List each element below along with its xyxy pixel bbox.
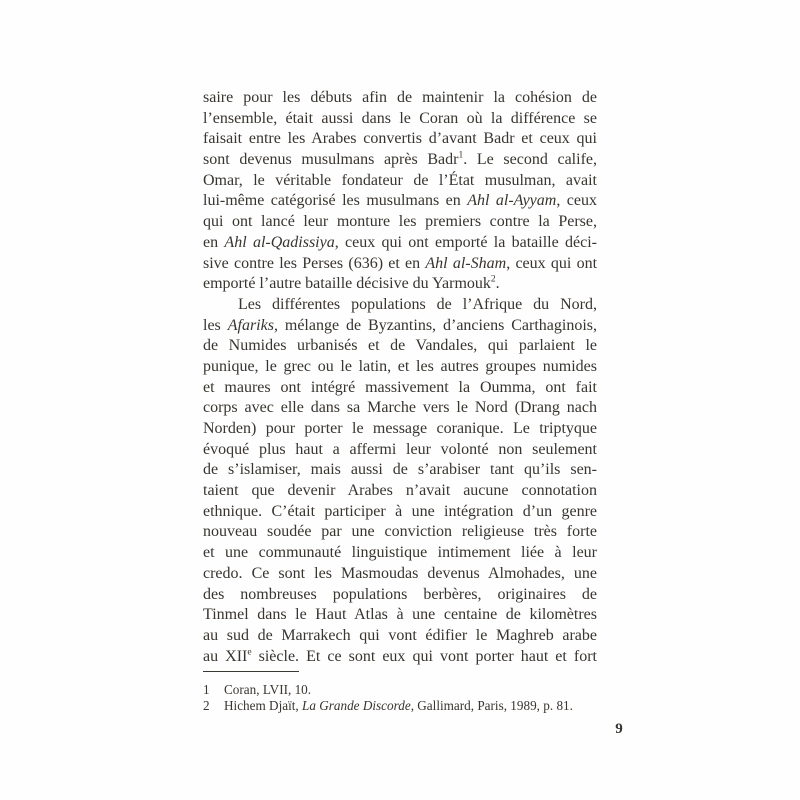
footnotes <box>203 671 597 715</box>
text-segment: Norden) pour porter le message coranique. Le triptyque <box>203 420 597 437</box>
body-text-line <box>203 502 597 523</box>
text-segment: de s’islamiser, mais aussi de s’arabiser tant qu’ils sen- <box>203 461 597 479</box>
body-text-line <box>203 481 597 502</box>
text-segment: Ahl al-Ayyam <box>467 192 557 210</box>
text-segment: La Grande Discorde <box>302 698 411 714</box>
footnote-text <box>224 682 597 698</box>
text-segment: sont devenus musulmans après Badr <box>203 151 459 169</box>
text-segment: Omar, le véritable fondateur de l’État musulman, avait <box>203 171 597 189</box>
body-text-line <box>203 440 597 461</box>
text-segment: siècle. Et ce sont eux qui vont porter haut et fort <box>251 647 597 665</box>
body-text-line <box>203 626 597 647</box>
footnote-number: 1 <box>203 682 210 697</box>
footnote-reference: 2 <box>490 274 496 285</box>
text-segment: évoqué plus haut a affermi leur volonté non seulement <box>203 440 597 458</box>
body-text-line <box>203 150 597 171</box>
text-segment: des nombreuses populations berbères, originaires de <box>203 585 597 603</box>
text-segment: Les différentes populations de l’Afrique du Nord, <box>238 295 597 313</box>
text-segment: au sud de Marrakech qui vont édifier le Maghreb arabe <box>203 626 597 644</box>
text-segment: , ceux qui ont <box>506 254 598 272</box>
footnote-reference: 1 <box>458 150 464 161</box>
text-segment: Hichem Djaït, <box>224 698 303 714</box>
text-segment: et une communauté linguistique intimement liée à leur <box>203 544 597 562</box>
body-text-line <box>203 171 597 192</box>
body-text-line <box>203 191 597 212</box>
body-text-line <box>203 647 597 668</box>
text-segment: , ceux <box>556 192 598 210</box>
text-segment: l’ensemble, était aussi dans le Coran où la différence se <box>203 109 597 127</box>
body-text-line <box>203 460 597 481</box>
body-text-line <box>203 109 597 130</box>
body-text-line <box>203 336 597 357</box>
text-segment: corps avec elle dans sa Marche vers le Nord (Drang nach <box>203 399 597 417</box>
text-segment: , Gallimard, Paris, 1989, p. 81. <box>410 698 573 714</box>
text-segment: Ahl al-Qadissiya <box>224 233 335 251</box>
text-segment: saire pour les débuts afin de maintenir la cohésion de <box>203 89 597 106</box>
body-text-line <box>203 295 597 316</box>
body-text-line <box>203 543 597 564</box>
body-text-line <box>203 398 597 419</box>
body-text-line <box>203 564 597 585</box>
text-segment: . Le second calife, <box>463 151 598 169</box>
text-segment: Ahl al-Sham <box>425 254 507 272</box>
text-segment: Afariks <box>227 316 274 334</box>
footnote-separator <box>203 671 299 672</box>
text-segment: Tinmel dans le Haut Atlas à une centaine de kilomètres <box>203 606 597 624</box>
text-segment: de Numides urbanisés et de Vandales, qui parlaient le <box>203 337 597 355</box>
text-segment: sive contre les Perses (636) et en <box>203 254 426 272</box>
body-text-line <box>203 254 597 275</box>
text-segment: lui-même catégorisé les musulmans en <box>203 192 468 210</box>
body-text-line <box>203 419 597 440</box>
text-segment: en <box>203 233 225 251</box>
body-text-line <box>203 212 597 233</box>
body-text-line <box>203 605 597 626</box>
text-segment: faisait entre les Arabes convertis d’avant Badr et ceux qui <box>203 130 597 148</box>
text-segment: , mélange de Byzantins, d’anciens Carthaginois, <box>273 316 597 334</box>
footnote <box>203 682 597 698</box>
text-segment: credo. Ce sont les Masmoudas devenus Almohades, une <box>203 564 597 582</box>
body-text-line <box>203 316 597 337</box>
page-number: 9 <box>615 721 623 737</box>
text-segment: nouveau soudée par une conviction religieuse très forte <box>203 523 597 541</box>
body-text-line <box>203 357 597 378</box>
footnote-list <box>203 682 597 715</box>
body-text-line <box>203 522 597 543</box>
body-text-line <box>203 274 597 295</box>
body-text <box>203 88 597 667</box>
text-segment: les <box>203 316 228 334</box>
text-segment: punique, le grec ou le latin, et les autres groupes numides <box>203 357 597 375</box>
text-segment: . <box>495 275 500 293</box>
text-segment: taient que devenir Arabes n’avait aucune connotation <box>203 482 597 500</box>
text-segment: au XII <box>203 647 248 665</box>
text-segment: ethnique. C’était participer à une intégration d’un genre <box>203 502 597 520</box>
footnote-number: 2 <box>203 698 210 714</box>
footnote-text <box>224 698 597 714</box>
text-segment: , ceux qui ont emporté la bataille déci- <box>334 233 598 251</box>
body-text-line <box>203 129 597 150</box>
text-segment: et maures ont intégré massivement la Oumma, ont fait <box>203 378 597 396</box>
body-text-line <box>203 378 597 399</box>
text-segment: qui ont lancé leur monture les premiers contre la Perse, <box>203 213 597 231</box>
body-text-line <box>203 585 597 606</box>
body-text-line <box>203 233 597 254</box>
footnote-reference: e <box>247 647 252 658</box>
footnote <box>203 698 597 714</box>
body-text-line <box>203 88 597 109</box>
text-segment: emporté l’autre bataille décisive du Yarmouk <box>203 275 491 293</box>
text-segment: Coran, LVII, 10. <box>224 682 312 697</box>
